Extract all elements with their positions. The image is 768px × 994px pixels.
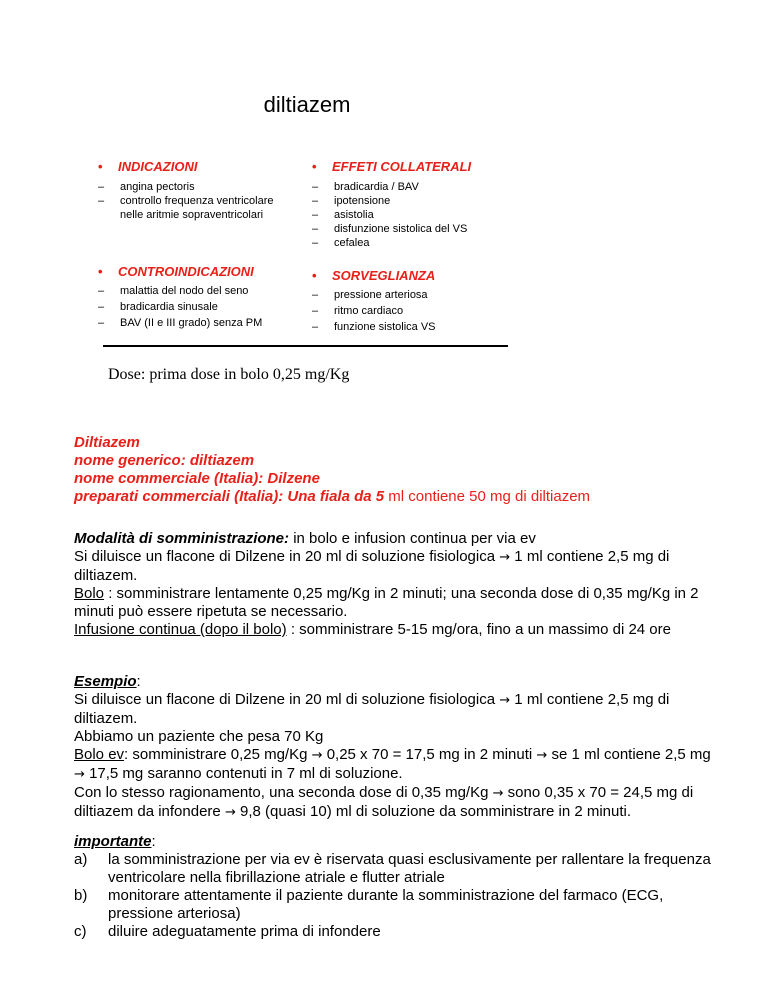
list-item: – ipotensione bbox=[312, 195, 391, 207]
list-item: – cefalea bbox=[312, 237, 370, 249]
dash-icon: – bbox=[312, 237, 319, 249]
dash-icon: – bbox=[98, 301, 105, 313]
arrow-icon: → bbox=[224, 805, 236, 820]
sorveglianza-heading: • SORVEGLIANZA bbox=[312, 268, 436, 283]
dash-icon: – bbox=[98, 195, 105, 207]
list-item: c) diluire adeguatamente prima di infondere bbox=[74, 923, 381, 940]
arrow-icon: → bbox=[311, 748, 323, 763]
list-item: – funzione sistolica VS bbox=[312, 321, 436, 333]
infusione-label: Infusione continua (dopo il bolo) bbox=[74, 621, 287, 638]
indicazioni-block bbox=[98, 158, 288, 222]
drug-name: Diltiazem bbox=[74, 434, 140, 451]
modalita-label: Modalità di somministrazione: bbox=[74, 530, 290, 547]
list-item: – angina pectoris bbox=[98, 181, 195, 193]
list-item: – pressione arteriosa bbox=[312, 289, 428, 301]
drug-commercial: nome commerciale (Italia): Dilzene bbox=[74, 470, 320, 487]
list-item: – disfunzione sistolica del VS bbox=[312, 223, 468, 235]
dose-line: Dose: prima dose in bolo 0,25 mg/Kg bbox=[108, 366, 350, 383]
list-item: – BAV (II e III grado) senza PM bbox=[98, 317, 263, 329]
list-item: a) la somministrazione per via ev è riservata quasi esclusivamente per rallentare la frequenza ventricolare nella fibrillazione atriale e flutter atriale bbox=[74, 851, 711, 886]
bullet-icon: • bbox=[312, 159, 317, 174]
dash-icon: – bbox=[312, 181, 319, 193]
dash-icon: – bbox=[312, 321, 319, 333]
bullet-icon: • bbox=[312, 268, 317, 283]
arrow-icon: → bbox=[492, 786, 504, 801]
arrow-icon: → bbox=[536, 748, 548, 763]
page-title: diltiazem bbox=[263, 92, 351, 117]
controindicazioni-block bbox=[98, 263, 308, 331]
effetti-block bbox=[312, 158, 532, 250]
list-item: – asistolia bbox=[312, 209, 374, 221]
drug-generic: nome generico: diltiazem bbox=[74, 452, 255, 469]
dash-icon: – bbox=[312, 209, 319, 221]
esempio-block: Esempio: Si diluisce un flacone di Dilzene in 20 ml di soluzione fisiologica → 1 ml contiene 2,5 mg di diltiazem. Abbiamo un paziente che pesa 70 Kg Bolo ev: somministrare 0,25 mg/Kg → 0,25 x 70 = 17,5 mg in 2 minuti → se 1 ml contiene 2,5 mg → 17,5 mg saranno contenuti in 7 ml di soluzione. Con lo stesso ragionamento, una seconda dose di 0,35 mg/Kg → sono 0,35 x 70 = 24,5 mg di diltiazem da infondere → 9,8 (quasi 10) ml di soluzione da somministrare in 2 minuti. bbox=[74, 673, 711, 820]
dash-icon: – bbox=[98, 285, 105, 297]
dash-icon: – bbox=[312, 223, 319, 235]
arrow-icon: → bbox=[499, 693, 511, 708]
arrow-icon: → bbox=[499, 550, 511, 565]
importante-label: importante bbox=[74, 833, 152, 850]
dash-icon: – bbox=[312, 195, 319, 207]
list-item: – bradicardia / BAV bbox=[312, 181, 419, 193]
bullet-icon: • bbox=[98, 264, 103, 279]
bolo-label: Bolo bbox=[74, 585, 105, 602]
list-item: – malattia del nodo del seno bbox=[98, 285, 249, 297]
drug-block bbox=[74, 434, 714, 506]
drug-prep: preparati commerciali (Italia): Una fiala da 5 ml contiene 50 mg di diltiazem bbox=[74, 488, 591, 505]
effetti-heading: • EFFETI COLLATERALI bbox=[312, 159, 472, 174]
list-item: b) monitorare attentamente il paziente durante la somministrazione del farmaco (ECG, pressione arteriosa) bbox=[74, 887, 664, 922]
bullet-icon: • bbox=[98, 159, 103, 174]
dash-icon: – bbox=[312, 289, 319, 301]
indicazioni-heading: • INDICAZIONI bbox=[98, 159, 198, 174]
list-item: – bradicardia sinusale bbox=[98, 301, 218, 313]
list-item: – controllo frequenza ventricolare nelle aritmie sopraventricolari bbox=[98, 195, 274, 221]
arrow-icon: → bbox=[74, 767, 85, 782]
esempio-label: Esempio bbox=[74, 673, 137, 690]
list-item: – ritmo cardiaco bbox=[312, 305, 404, 317]
controindicazioni-heading: • CONTROINDICAZIONI bbox=[98, 264, 254, 279]
divider bbox=[103, 345, 508, 347]
modalita-block: Modalità di somministrazione: in bolo e infusion continua per via ev Si diluisce un flacone di Dilzene in 20 ml di soluzione fisiologica → 1 ml contiene 2,5 mg di diltiazem. Bolo : somministrare lentamente 0,25 mg/Kg in 2 minuti; una seconda dose di 0,35 mg/Kg in 2 minuti può essere ripetuta se necessario. Infusione continua (dopo il bolo) : somministrare 5-15 mg/ora, fino a un massimo di 24 ore bbox=[74, 530, 699, 638]
importante-block: importante: a) la somministrazione per via ev è riservata quasi esclusivamente per rallentare la frequenza ventricolare nella fibrillazione atriale e flutter atriale b) monitorare attentamente il paziente durante la somministrazione del farmaco (ECG, pressione arteriosa) c) diluire adeguatamente prima di infondere bbox=[74, 833, 714, 941]
dash-icon: – bbox=[312, 305, 319, 317]
dash-icon: – bbox=[98, 181, 105, 193]
dash-icon: – bbox=[98, 317, 105, 329]
sorveglianza-block bbox=[312, 267, 532, 335]
